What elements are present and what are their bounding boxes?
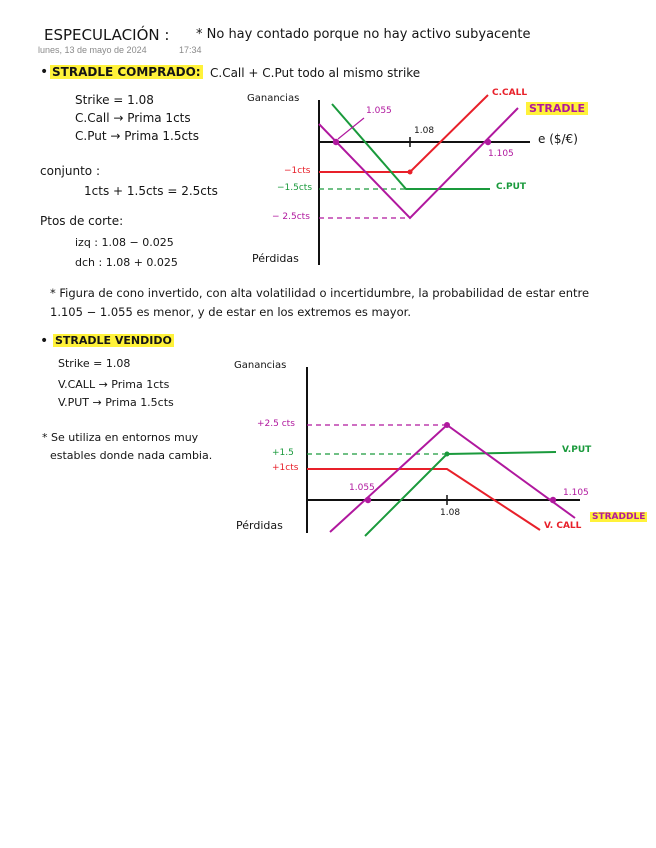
bought-definition: C.Call + C.Put todo al mismo strike	[210, 66, 421, 80]
sold-breakeven-right-dot	[550, 497, 556, 503]
sold-call-payoff	[307, 469, 540, 530]
bought-be-left-pointer	[338, 118, 364, 139]
sold-peak-dot	[444, 422, 450, 428]
bought-call-premium: C.Call → Prima 1cts	[75, 111, 191, 125]
bought-put-premium: C.Put → Prima 1.5cts	[75, 129, 200, 143]
bought-strike: Strike = 1.08	[75, 93, 154, 107]
cut-points-label: Ptos de corte:	[40, 214, 124, 228]
sold-strike: Strike = 1.08	[58, 357, 131, 370]
bought-note: * Figura de cono invertido, con alta volatilidad o incertidumbre, la probabilidad de estar entre 1.105 − 1.055 es menor, y de estar en los extremos es mayor.	[50, 286, 590, 319]
section-heading-sold: STRADLE VENDIDO	[55, 334, 172, 347]
sold-be-right-label: 1.105	[563, 488, 589, 498]
bought-put-level-label: −1.5cts	[277, 183, 313, 193]
sold-put-name: V.PUT	[562, 445, 592, 455]
sold-put-payoff	[365, 452, 556, 536]
page-title: ESPECULACIÓN :	[44, 26, 170, 44]
sold-call-premium: V.CALL → Prima 1cts	[58, 378, 170, 391]
sold-call-level-label: +1cts	[272, 463, 299, 473]
bought-breakeven-left-dot	[333, 139, 339, 145]
bought-y-top-label: Ganancias	[247, 93, 300, 104]
bought-put-name: C.PUT	[496, 182, 527, 192]
cut-right: dch : 1.08 + 0.025	[75, 256, 178, 269]
sold-put-level-label: +1.5	[272, 448, 294, 458]
sold-put-premium: V.PUT → Prima 1.5cts	[58, 396, 174, 409]
sold-y-bottom-label: Pérdidas	[236, 519, 283, 532]
bought-put-payoff	[332, 104, 490, 189]
section-heading-bought: STRADLE COMPRADO:	[52, 65, 201, 79]
bought-breakeven-right-dot	[485, 139, 491, 145]
sold-y-top-label: Ganancias	[234, 360, 287, 371]
sold-strike-label: 1.08	[440, 508, 461, 518]
sold-note-line2: estables donde nada cambia.	[50, 449, 213, 462]
sold-total-level-label: +2.5 cts	[257, 419, 295, 429]
bought-x-axis-label: e ($/€)	[538, 132, 578, 146]
bought-call-payoff	[319, 95, 488, 172]
sold-put-kink-dot	[445, 452, 450, 457]
sold-call-name: V. CALL	[544, 521, 582, 531]
bought-call-kink-dot	[408, 170, 413, 175]
bought-call-level-label: −1cts	[284, 166, 311, 176]
top-note: * No hay contado porque no hay activo subyacente	[196, 27, 531, 42]
sold-stradle-name: STRADDLE	[592, 512, 646, 522]
bought-stradle-name: STRADLE	[526, 102, 588, 115]
time-stamp: 17:34	[179, 45, 202, 55]
combined-label: conjunto :	[40, 164, 100, 178]
date-stamp: lunes, 13 de mayo de 2024	[38, 45, 147, 55]
bought-total-level-label: − 2.5cts	[272, 212, 310, 222]
bought-y-bottom-label: Pérdidas	[252, 252, 299, 265]
bought-call-name: C.CALL	[492, 88, 528, 98]
bought-strike-label: 1.08	[414, 126, 435, 136]
bought-be-right-label: 1.105	[488, 149, 514, 159]
bought-be-left-label: 1.055	[366, 106, 392, 116]
sold-note-line1: * Se utiliza en entornos muy	[42, 431, 199, 444]
combined-calc: 1cts + 1.5cts = 2.5cts	[84, 184, 218, 198]
sold-breakeven-left-dot	[365, 497, 371, 503]
bullet-sold: •	[40, 333, 49, 349]
sold-be-left-label: 1.055	[349, 483, 375, 493]
bullet-bought: •	[40, 64, 49, 80]
bought-stradle-payoff	[319, 108, 518, 218]
cut-left: izq : 1.08 − 0.025	[75, 236, 174, 249]
